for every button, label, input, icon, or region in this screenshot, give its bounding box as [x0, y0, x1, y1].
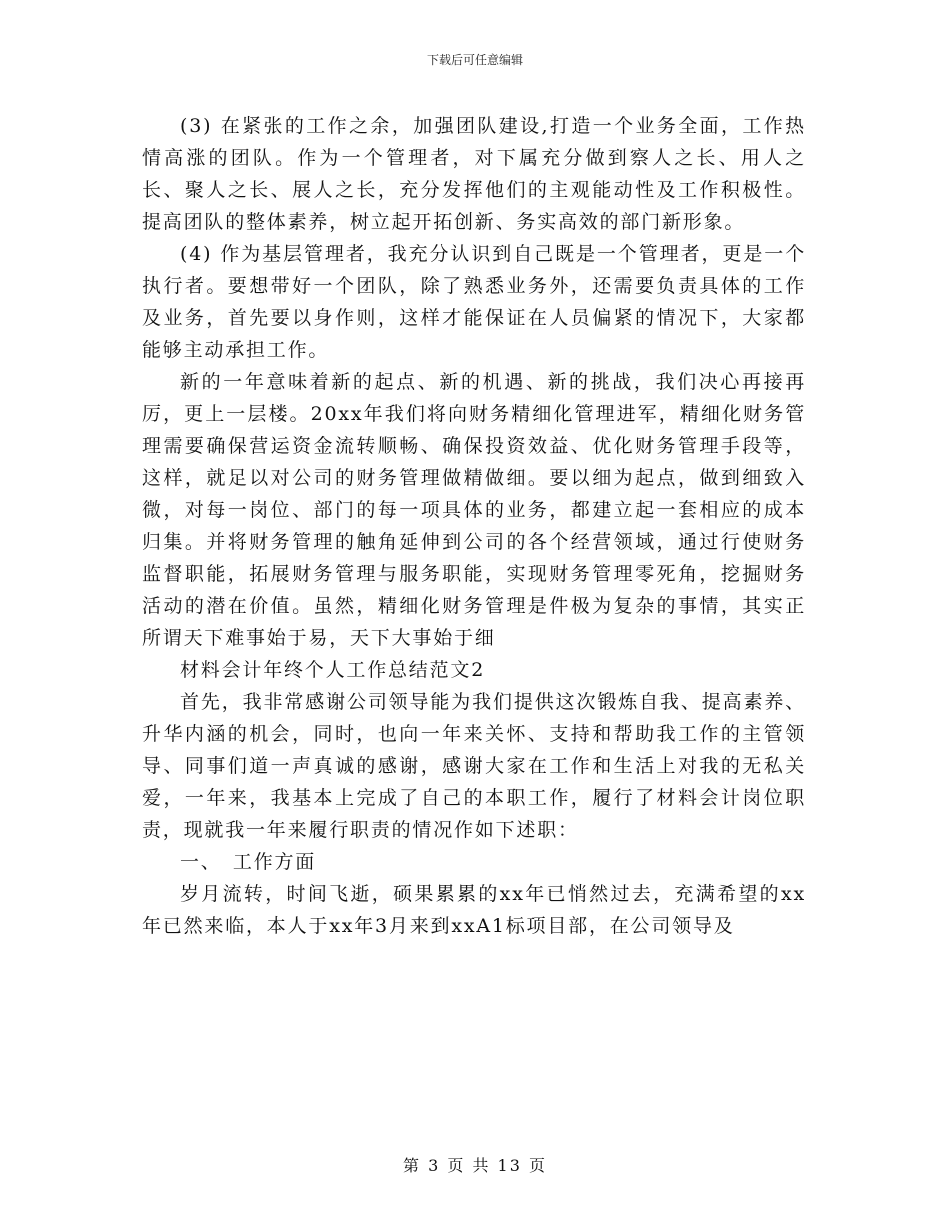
- section-title: 材料会计年终个人工作总结范文2: [180, 659, 486, 681]
- document-body: [142, 110, 806, 942]
- paragraph-new-year: 新的一年意味着新的起点、新的机遇、新的挑战，我们决心再接再厉，更上一层楼。20xx年我们将向财务精细化管理进军，精细化财务管理需要确保营运资金流转顺畅、确保投资效益、优化财务管理手段等，这样，就足以对公司的财务管理做精做细。要以细为起点，做到细致入微，对每一岗位、部门的每一项具体的业务，都建立起一套相应的成本归集。并将财务管理的触角延伸到公司的各个经营领域，通过行使财务监督职能，拓展财务管理与服务职能，实现财务管理零死角，挖掘财务活动的潜在价值。虽然，精细化财务管理是件极为复杂的事情，其实正所谓天下难事始于易，天下大事始于细: [142, 371, 806, 649]
- paragraph-time: 岁月流转，时间飞逝，硕果累累的xx年已悄然过去，充满希望的xx年已然来临，本人于xx年3月来到xxA1标项目部，在公司领导及: [142, 883, 806, 937]
- paragraph-4: (4) 作为基层管理者，我充分认识到自己既是一个管理者，更是一个执行者。要想带好一个团队，除了熟悉业务外，还需要负责具体的工作及业务，首先要以身作则，这样才能保证在人员偏紧的情况下，大家都能够主动承担工作。: [142, 243, 806, 361]
- page-number: 第 3 页 共 13 页: [403, 1156, 547, 1175]
- subheading-work: 一、 工作方面: [180, 851, 317, 873]
- page-header-note: 下载后可任意编辑: [426, 53, 523, 67]
- paragraph-thanks: 首先，我非常感谢公司领导能为我们提供这次锻炼自我、提高素养、升华内涵的机会，同时，也向一年来关怀、支持和帮助我工作的主管领导、同事们道一声真诚的感谢，感谢大家在工作和生活上对我的无私关爱，一年来，我基本上完成了自己的本职工作，履行了材料会计岗位职责，现就我一年来履行职责的情况作如下述职：: [142, 691, 806, 841]
- paragraph-3: (3) 在紧张的工作之余，加强团队建设,打造一个业务全面，工作热情高涨的团队。作为一个管理者，对下属充分做到察人之长、用人之长、聚人之长、展人之长，充分发挥他们的主观能动性及工作积极性。提高团队的整体素养，树立起开拓创新、务实高效的部门新形象。: [142, 115, 806, 233]
